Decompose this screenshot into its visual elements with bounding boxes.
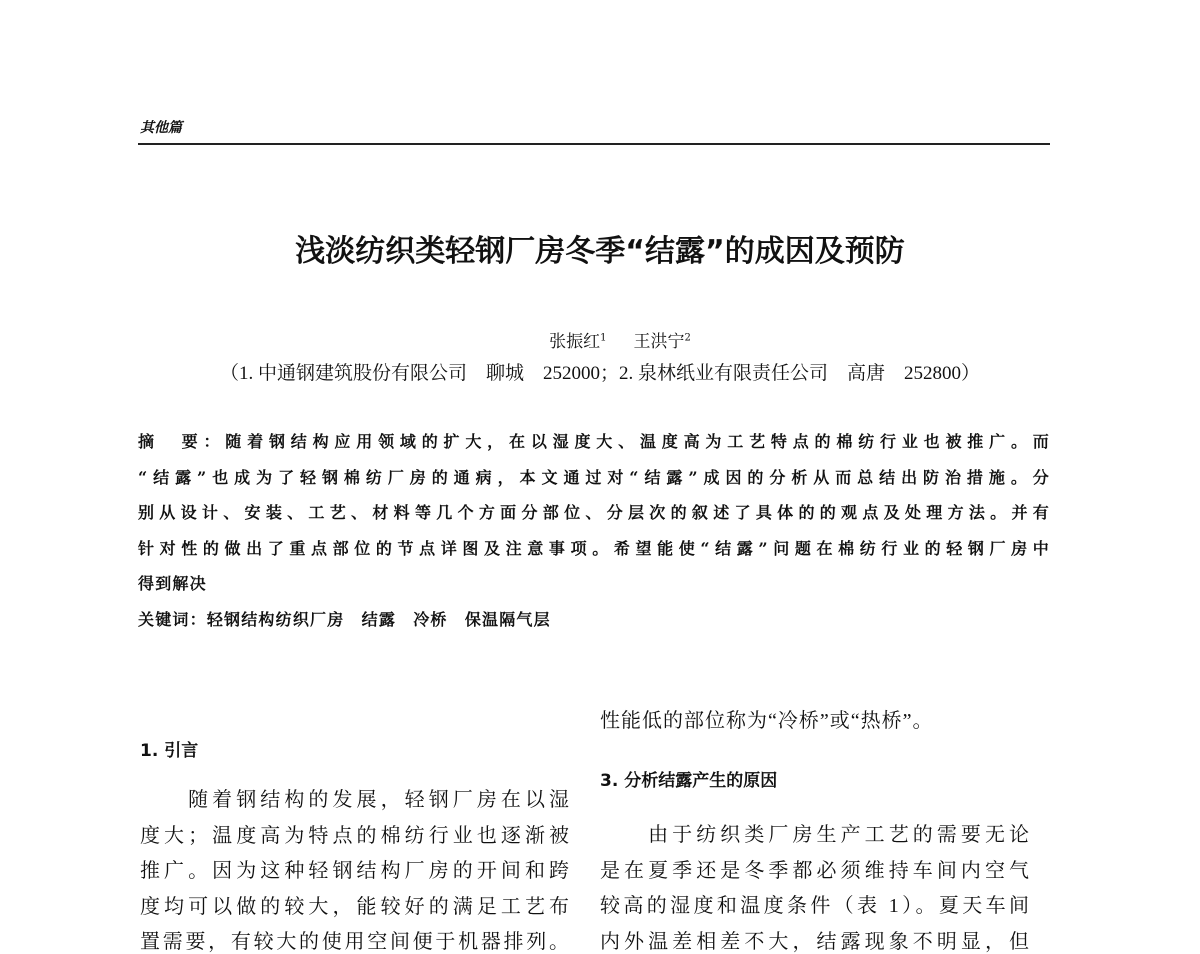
- abstract-line: 针对性的做出了重点部位的节点详图及注意事项。希望能使“结露”问题在棉纺行业的轻钢厂房中: [138, 539, 1050, 558]
- abstract-line: 别从设计、安装、工艺、材料等几个方面分部位、分层次的叙述了具体的的观点及处理方法。并有: [138, 503, 1050, 522]
- body-line: 是在夏季还是冬季都必须维持车间内空气: [600, 860, 1030, 882]
- paper-title: 浅淡纺织类轻钢厂房冬季“结露”的成因及预防: [295, 234, 905, 269]
- author-affil-mark: 2: [684, 332, 691, 344]
- abstract-line: 得到解决: [138, 574, 207, 593]
- body-line: 性能低的部位称为“冷桥”或“热桥”。: [600, 710, 934, 732]
- affiliation: （1. 中通钢建筑股份有限公司 聊城 252000；2. 泉林纸业有限责任公司 高唐 252800）: [219, 363, 980, 384]
- body-line: 随着钢结构的发展，轻钢厂房在以湿: [140, 789, 570, 811]
- authors: [0, 327, 1200, 352]
- keywords-text: 轻钢结构纺织厂房 结露 冷桥 保温隔气层: [206, 610, 551, 629]
- keywords-label: 关键词：: [138, 610, 207, 629]
- abstract-line: “结露”也成为了轻钢棉纺厂房的通病，本文通过对“结露”成因的分析从而总结出防治措施。分: [138, 468, 1050, 487]
- body-line: 由于纺织类厂房生产工艺的需要无论: [600, 824, 1030, 846]
- section-label: 其他篇: [140, 120, 182, 136]
- keywords: [138, 607, 1050, 630]
- author-name: 张振红: [549, 332, 601, 352]
- section-heading: 3. 分析结露产生的原因: [600, 771, 778, 791]
- body-line: 度均可以做的较大，能较好的满足工艺布: [140, 896, 570, 918]
- author-name: 王洪宁: [633, 332, 685, 352]
- abstract-text: 随着钢结构应用领域的扩大，在以湿度大、温度高为工艺特点的棉纺行业也被推广。而: [225, 432, 1050, 451]
- body-line: 度大；温度高为特点的棉纺行业也逐渐被: [140, 825, 570, 847]
- body-line: 较高的湿度和温度条件（表 1）。夏天车间: [600, 895, 1030, 917]
- abstract-line: [138, 429, 1050, 452]
- body-line: 推广。因为这种轻钢结构厂房的开间和跨: [140, 860, 570, 882]
- header-rule: [138, 143, 1050, 145]
- body-line: 置需要，有较大的使用空间便于机器排列。: [140, 931, 570, 953]
- abstract-label: 摘 要：: [138, 432, 226, 451]
- author-affil-mark: 1: [600, 332, 607, 344]
- body-line: 内外温差相差不大，结露现象不明显，但: [600, 931, 1030, 953]
- section-heading: 1. 引言: [140, 741, 199, 761]
